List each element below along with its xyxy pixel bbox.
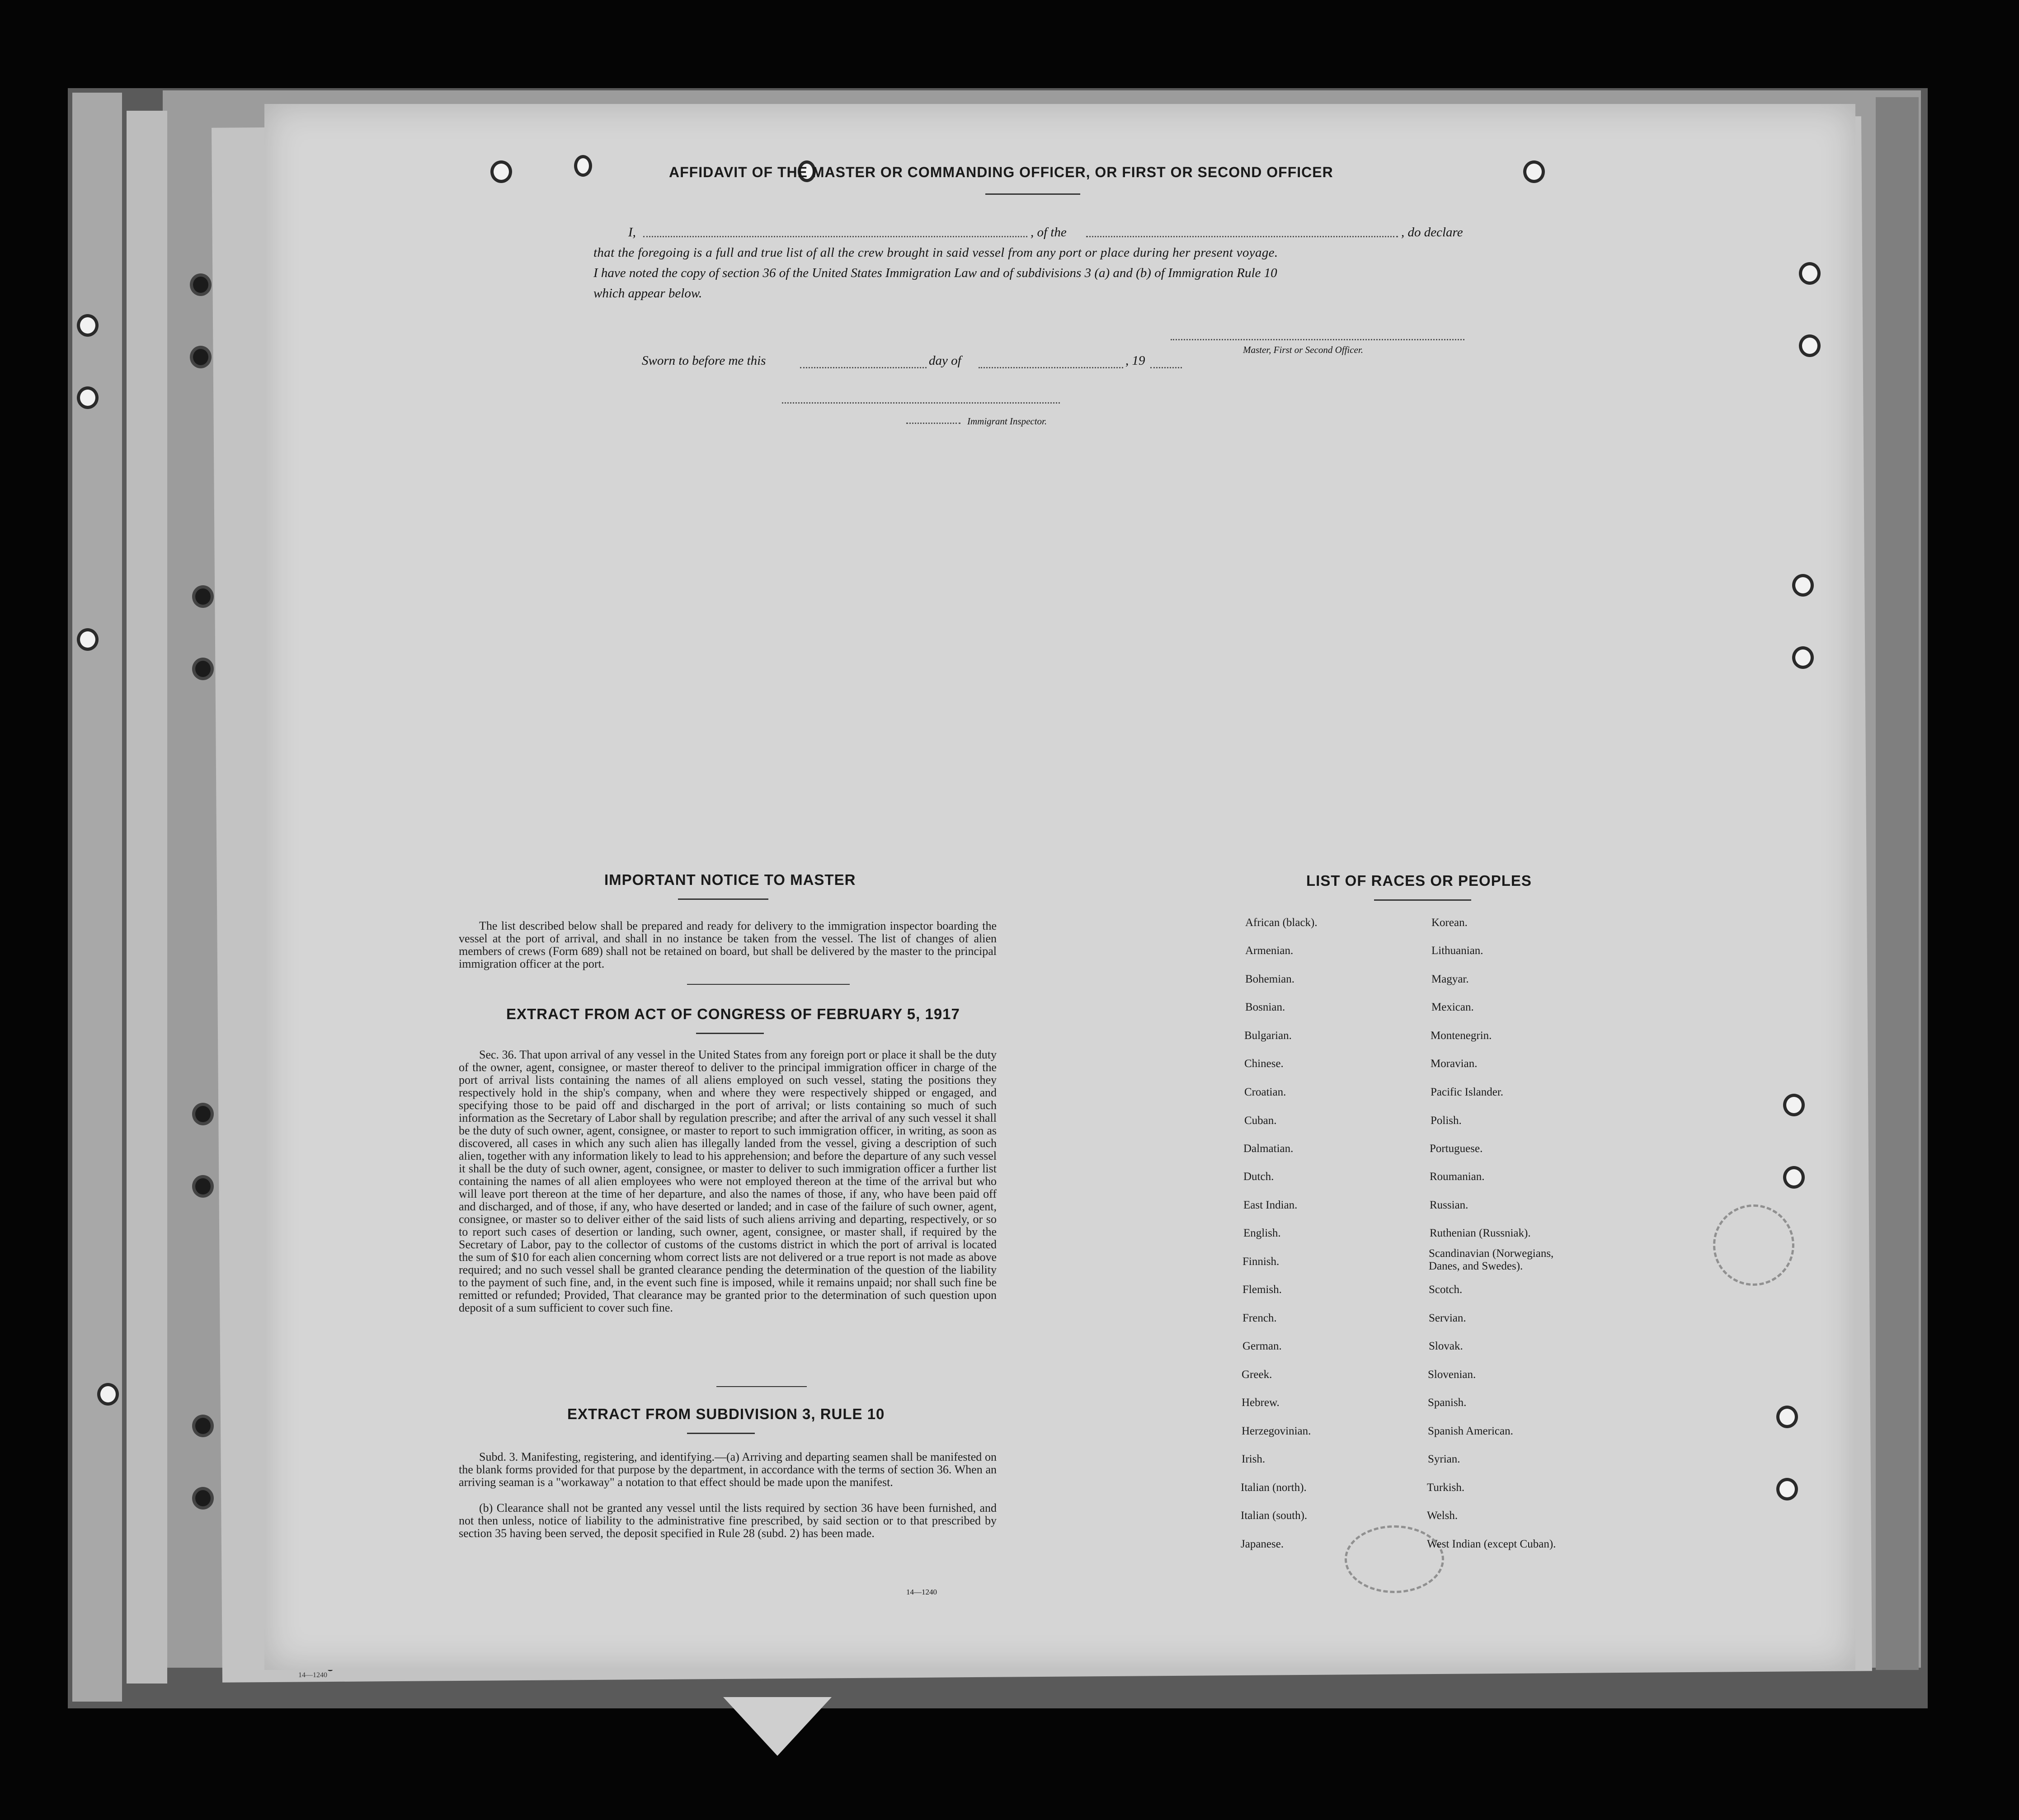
race-item: Montenegrin.: [1431, 1030, 1492, 1042]
race-item: Spanish.: [1428, 1397, 1467, 1409]
sworn-year-blank: [1150, 367, 1182, 368]
extract-rule-title: EXTRACT FROM SUBDIVISION 3, RULE 10: [567, 1406, 885, 1422]
punch-hole: [1776, 1406, 1798, 1428]
extract-act-body: Sec. 36. That upon arrival of any vessel in the United States from any foreign port or place it shall be the duty of the owner, agent, consignee, or master thereof to deliver to the principal immigration officer in charge of the port of arrival lists containing the names of all aliens employed on such vessel, stating the positions they respectively hold in the ship's company, when and where they were respectively shipped or engaged, and specifying those to be paid off and discharged in the port of arrival; or lists containing so much of such information as the Secretary of Labor shall by regulation prescribe; and after the arrival of any such vessel it shall be the duty of such owner, agent, consignee, or master to report to such immigration officer, in writing, as soon as discovered, all cases in which any such alien has illegally landed from the vessel, giving a description of such alien, together with any information likely to lead to his apprehension; and before the departure of any such vessel it shall be the duty of such owner, agent, consignee, or master to deliver to such immigration officer a further list containing the names of all alien employees who were not employed thereon at the time of the arrival but who will leave port thereon at the time of her departure, and also the names of those, if any, who have been paid off and discharged, and of those, if any, who have deserted or landed; and in case of the failure of such owner, agent, consignee, or master so to deliver either of the said lists of such aliens arriving and departing, respectively, or so to report such cases of desertion or landing, such owner, agent, consignee, or master shall, if required by the Secretary of Labor, pay to the collector of customs of the customs district in which the port of arrival is located the sum of $10 for each alien concerning whom correct lists are not delivered or a true report is not made as above required; and no such vessel shall be granted clearance pending the determination of the question of the liability to the payment of such fine, and, in the event such fine is imposed, while it remains unpaid; nor shall such fine be remitted or refunded; Provided, That clearance may be granted prior to the determination of such question upon deposit of a sum sufficient to cover such fine.: [459, 1048, 997, 1314]
punch-hole: [1792, 574, 1814, 597]
race-item: African (black).: [1245, 917, 1318, 929]
race-item: West Indian (except Cuban).: [1427, 1538, 1556, 1550]
race-item: Italian (south).: [1241, 1510, 1308, 1522]
right-edge-sheets: [1876, 97, 1919, 1670]
race-item: Slovenian.: [1428, 1369, 1476, 1381]
race-item: German.: [1242, 1340, 1282, 1352]
footer-form-number: 14—1240: [298, 1671, 327, 1679]
race-item: Mexican.: [1431, 1001, 1474, 1013]
page-tab: [723, 1697, 832, 1756]
race-item: Dutch.: [1243, 1171, 1274, 1183]
notice-section-divider: [687, 984, 850, 985]
punch-hole: [490, 160, 512, 183]
extract-rule-body-a: Subd. 3. Manifesting, registering, and identifying.—(a) Arriving and departing seamen shall be manifested on the blank forms provided for that purpose by the department, in accordance with the terms of section 36. When an arriving seaman is a "workaway" a notation to that effect should be made upon the manifest.: [459, 1450, 997, 1489]
sworn-month-blank: [979, 367, 1123, 368]
sworn-day-blank: [800, 367, 927, 368]
extract-act-title: EXTRACT FROM ACT OF CONGRESS OF FEBRUARY 5, 1917: [506, 1006, 960, 1022]
races-divider: [1374, 899, 1471, 901]
inspector-line: [782, 402, 1060, 404]
race-item: Japanese.: [1241, 1538, 1284, 1550]
race-item: Armenian.: [1245, 945, 1294, 957]
race-item: French.: [1242, 1312, 1277, 1324]
signature-line: [1171, 339, 1464, 340]
race-item: Spanish American.: [1428, 1425, 1513, 1437]
punch-hole: [1783, 1166, 1805, 1189]
binder-hole: [192, 658, 214, 680]
binder-hole: [192, 585, 214, 608]
signature-caption: Master, First or Second Officer.: [1243, 344, 1363, 355]
race-item: Bohemian.: [1245, 973, 1295, 985]
extract-section-divider: [716, 1386, 807, 1387]
race-item: Dalmatian.: [1243, 1143, 1294, 1155]
race-item: Scotch.: [1429, 1284, 1463, 1296]
races-title: LIST OF RACES OR PEOPLES: [1306, 872, 1532, 889]
race-item: Bosnian.: [1245, 1001, 1285, 1013]
punch-hole: [1799, 334, 1821, 357]
race-item: Syrian.: [1428, 1453, 1460, 1465]
race-item: Magyar.: [1431, 973, 1469, 985]
race-item: Bulgarian.: [1244, 1030, 1292, 1042]
race-item: Cuban.: [1244, 1115, 1277, 1127]
title-divider: [985, 193, 1080, 195]
binder-hole: [77, 314, 99, 337]
name-blank: [643, 236, 1027, 237]
race-item: East Indian.: [1243, 1199, 1298, 1211]
binder-hole: [192, 1175, 214, 1198]
race-item: Turkish.: [1427, 1481, 1465, 1494]
race-item: Portuguese.: [1430, 1143, 1483, 1155]
race-item: Finnish.: [1242, 1256, 1280, 1268]
binder-hole: [77, 386, 99, 409]
race-item: Moravian.: [1431, 1058, 1478, 1070]
left-edge-sheets: [72, 93, 122, 1702]
affidavit-page: [264, 104, 1855, 1670]
affidavit-line4: which appear below.: [593, 286, 702, 301]
affidavit-line1-declare: , do declare: [1401, 225, 1463, 240]
binder-hole: [190, 346, 212, 368]
race-item: Pacific Islander.: [1431, 1086, 1504, 1098]
binder-hole: [192, 1103, 214, 1125]
binder-hole: [77, 628, 99, 651]
affidavit-line1-i: I,: [628, 225, 636, 240]
race-item: Korean.: [1431, 917, 1468, 929]
binder-hole: [97, 1383, 119, 1406]
race-item: Croatian.: [1244, 1086, 1286, 1098]
race-item: Chinese.: [1244, 1058, 1284, 1070]
notice-body: The list described below shall be prepared and ready for delivery to the immigration inspector boarding the vessel at the port of arrival, and shall in no instance be taken from the vessel. The list of changes of alien members of crews (Form 689) shall not be retained on board, but shall be delivered by the master to the principal immigration officer at the port.: [459, 919, 997, 970]
race-item: Polish.: [1431, 1115, 1462, 1127]
race-item: Greek.: [1242, 1369, 1272, 1381]
punch-hole: [574, 155, 592, 177]
punch-hole: [1523, 160, 1545, 183]
affidavit-line2: that the foregoing is a full and true list of all the crew brought in said vessel from any port or place during her present voyage.: [593, 245, 1278, 260]
race-item: Welsh.: [1427, 1510, 1458, 1522]
affidavit-title: AFFIDAVIT OF THE MASTER OR COMMANDING OFFICER, OR FIRST OR SECOND OFFICER: [669, 164, 1333, 180]
notice-divider: [678, 898, 768, 900]
race-item: Roumanian.: [1430, 1171, 1485, 1183]
affidavit-line3: I have noted the copy of section 36 of the United States Immigration Law and of subdivisions 3 (a) and (b) of Immigration Rule 10: [593, 266, 1277, 280]
sworn-label: Sworn to before me this: [642, 353, 766, 368]
binder-hole: [192, 1487, 214, 1510]
faded-stamp: [1345, 1525, 1444, 1593]
race-item: Lithuanian.: [1431, 945, 1483, 957]
extract-act-divider: [696, 1033, 764, 1034]
extract-rule-body-b: (b) Clearance shall not be granted any vessel until the lists required by section 36 have been furnished, and not then unless, notice of liability to the administrative fine prescribed, by said section or to that prescribed by section 35 having been served, the deposit specified in Rule 28 (subd. 2) has been made.: [459, 1501, 997, 1540]
race-item: Ruthenian (Russniak).: [1430, 1227, 1531, 1239]
punch-hole: [1783, 1094, 1805, 1116]
race-item: English.: [1243, 1227, 1281, 1239]
inspector-line-short: [906, 423, 960, 424]
left-edge-sheets-inner: [127, 111, 167, 1684]
race-item: Hebrew.: [1242, 1397, 1280, 1409]
race-item: Scandinavian (Norwegians, Danes, and Swedes).: [1429, 1247, 1554, 1272]
faded-stamp: [1713, 1204, 1794, 1286]
punch-hole: [1799, 262, 1821, 285]
inspector-caption: Immigrant Inspector.: [967, 416, 1047, 427]
affidavit-line1-of: , of the: [1031, 225, 1067, 240]
race-item: Servian.: [1429, 1312, 1466, 1324]
form-number: 14—1240: [906, 1588, 937, 1596]
race-item: Russian.: [1430, 1199, 1468, 1211]
punch-hole: [1792, 646, 1814, 669]
race-item: Flemish.: [1242, 1284, 1282, 1296]
extract-rule-divider: [687, 1433, 755, 1434]
binder-hole: [190, 273, 212, 296]
punch-hole: [1776, 1478, 1798, 1500]
race-item: Slovak.: [1429, 1340, 1463, 1352]
day-of-label: day of: [929, 353, 961, 368]
race-item: Herzegovinian.: [1242, 1425, 1311, 1437]
notice-title: IMPORTANT NOTICE TO MASTER: [604, 871, 856, 888]
year-label: , 19: [1125, 353, 1145, 368]
vessel-blank: [1086, 236, 1398, 237]
binder-hole: [192, 1415, 214, 1437]
race-item: Italian (north).: [1241, 1481, 1307, 1494]
race-item: Irish.: [1242, 1453, 1266, 1465]
